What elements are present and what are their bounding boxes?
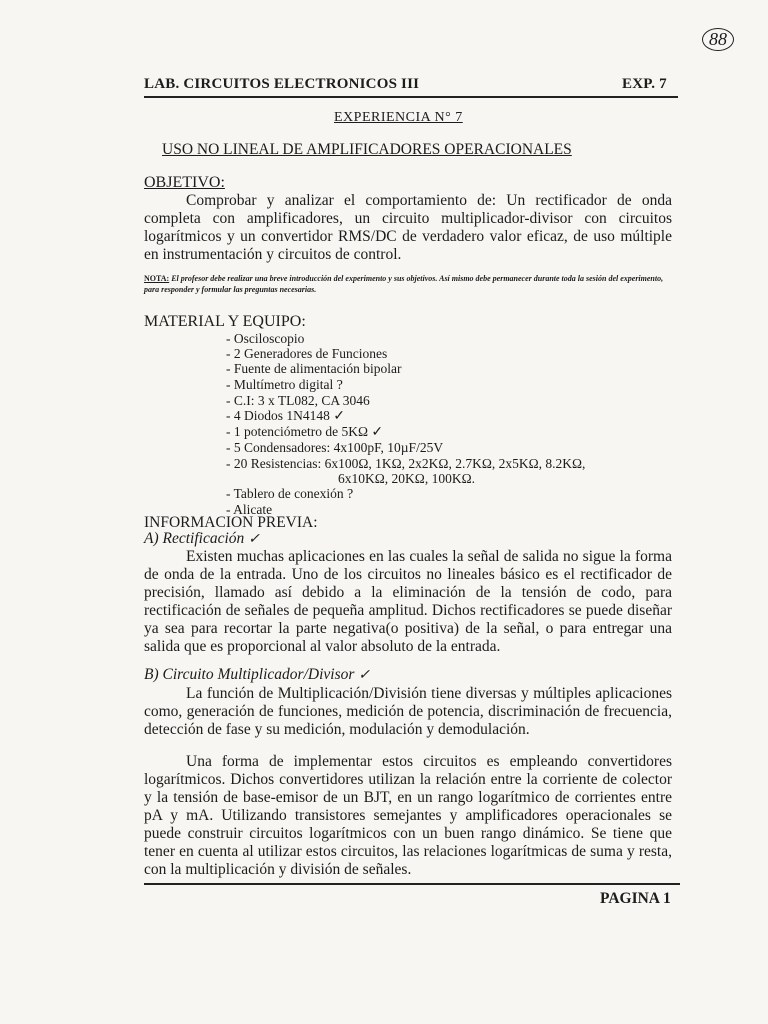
handwritten-check-icon: ✓ (248, 532, 260, 547)
handwritten-check-icon: ✓ (333, 409, 345, 425)
footer-page-label: PAGINA 1 (600, 890, 671, 907)
footer-rule (144, 883, 680, 885)
material-item: - Multímetro digital ? (226, 376, 343, 393)
objetivo-title: OBJETIVO: (144, 174, 225, 191)
informacion-previa-title: INFORMACION PREVIA: (144, 514, 318, 531)
header-rule (144, 96, 678, 98)
main-title: USO NO LINEAL DE AMPLIFICADORES OPERACIONALES (162, 141, 572, 158)
handwritten-check-icon: ✓ (358, 668, 370, 683)
header-exp-number: EXP. 7 (622, 76, 667, 92)
section-a-paragraph (144, 548, 672, 656)
material-item: - Fuente de alimentación bipolar (226, 361, 402, 377)
handwritten-page-number: 88 (702, 28, 734, 51)
section-b-title: B) Circuito Multiplicador/Divisor ✓ (144, 666, 370, 683)
header-lab-title: LAB. CIRCUITOS ELECTRONICOS III (144, 76, 420, 92)
section-b-text-2: Una forma de implementar estos circuitos es empleando convertidores logarítmicos. Dichos convertidores utilizan la relación entre la corriente de colector y la tensión de base-emisor de un BJT, en un rango logarítmico de corrientes entre pA y mA. Utilizando transistores semejantes y amplificadores operacionales se puede construir circuitos logarítmicos con un buen rango dinámico. Se tiene que tener en cuenta al utilizar estos circuitos, las relaciones logarítmicas de suma y resta, con la multiplicación y división de señales. (144, 753, 672, 878)
section-a-title: A) Rectificación ✓ (144, 530, 260, 547)
material-title: MATERIAL Y EQUIPO: (144, 313, 306, 330)
material-item: - Alicate (226, 502, 273, 518)
objetivo-text: Comprobar y analizar el comportamiento de: Un rectificador de onda completa con amplificadores, un circuito multiplicador-divisor con circuitos logarítmicos y un convertidor RMS/DC de verdadero valor eficaz, de uso múltiple en instrumentación y circuitos de control. (144, 192, 672, 263)
nota-text: El profesor debe realizar una breve introducción del experimento y sus objetivos. Así mismo debe permanecer durante toda la sesión del experimento, para responder y formular las preguntas necesarias. (144, 274, 664, 294)
handwritten-question-mark: ? (336, 377, 343, 393)
section-b-paragraph-2 (144, 753, 672, 879)
material-item: - 20 Resistencias: 6x100Ω, 1KΩ, 2x2KΩ, 2.7KΩ, 2x5KΩ, 8.2KΩ, (226, 455, 586, 471)
section-a-text: Existen muchas aplicaciones en las cuales la señal de salida no sigue la forma de onda de la entrada. Uno de los circuitos no lineales básico es el rectificador de precisión, llamado así debido a la eliminación de la tensión de codo, para rectificación de señales de pequeña amplitud. Dichos rectificadores se puede diseñar ya sea para recortar la parte negativa(o positiva) de la señal, o para entregar una salida que es proporcional al valor absoluto de la entrada. (144, 548, 672, 655)
material-item-continued: 6x10KΩ, 20KΩ, 100KΩ. (338, 470, 475, 486)
material-item: - Osciloscopio (226, 331, 305, 346)
material-item: - 2 Generadores de Funciones (226, 346, 388, 362)
material-item: - C.I: 3 x TL082, CA 3046 (226, 392, 370, 408)
objetivo-paragraph (144, 192, 672, 264)
nota-label: NOTA: (144, 274, 170, 283)
material-item: - 1 potenciómetro de 5KΩ ✓ (226, 424, 384, 441)
material-item: - 5 Condensadores: 4x100pF, 10µF/25V (226, 440, 444, 456)
handwritten-check-icon: ✓ (371, 425, 384, 441)
handwritten-question-mark: ? (347, 487, 354, 503)
experiment-title: EXPERIENCIA N° 7 (334, 110, 463, 125)
material-item: - 4 Diodos 1N4148 ✓ (226, 408, 345, 425)
material-list (226, 331, 585, 517)
section-b-paragraph-1 (144, 685, 672, 739)
material-item: - Tablero de conexión ? (226, 486, 354, 503)
nota-block (144, 273, 672, 295)
section-b-text-1: La función de Multiplicación/División tiene diversas y múltiples aplicaciones como, generación de funciones, medición de potencia, discriminación de frecuencia, detección de fase y su medición, modulación y demodulación. (144, 685, 672, 738)
